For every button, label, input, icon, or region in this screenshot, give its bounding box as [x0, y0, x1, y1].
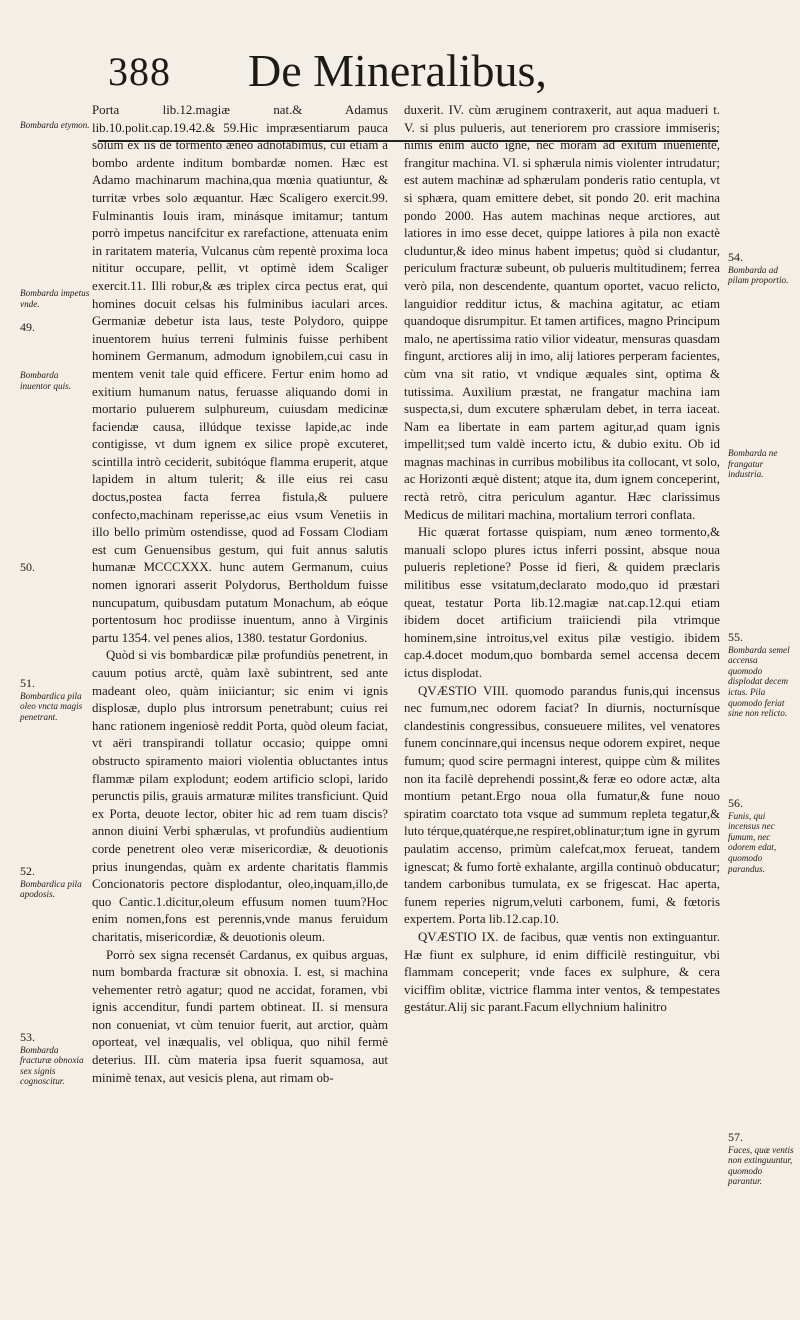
running-title: De Mineralibus,	[248, 45, 547, 96]
margin-number: 56.	[728, 796, 743, 810]
paragraph: Porrò sex signa recensét Cardanus, ex quibus arguas, num bombarda fracturæ sit obnoxia. I. est, si machina vehementer retrò agatur; quod ne accidat, foramen, vbi ignis accenditur, fundi partem obtineat. II. si mensura non conueniat, vt cùm tenuior fuerit, aut arctior, quàm oporteat, vel inæqualis, vel obliqua, quo nihil fermè deterius. III. cùm materia ipsa fuerit squamosa, aut minimè tenax, aut vesicis plena, aut rimam ob-	[92, 947, 388, 1085]
margin-note	[20, 368, 90, 391]
margin-note	[20, 678, 90, 722]
margin-note	[728, 632, 794, 719]
margin-number: 57.	[728, 1130, 743, 1144]
page-number: 388	[108, 49, 171, 94]
paragraph: duxerit. IV. cùm æruginem contraxerit, aut aqua madueri t. V. si plus pulueris, aut teneriorem pro crassiore immiseris; nimis enim aucto igne, nec moram ad exitum inuenienté, frangitur machina. VI. si sphærula nimis violenter intrudatur; est autem machinæ ad sphærulam ponderis ratio centupla, vt si sphæra, quam emittere debet, sit pondo 20. erit machina pondo 2000. Has autem machinas neque arctiores, aut latiores in imo esse decet, quippe latiores à pila non exactè cluduntur,& ideo minus habent impetus; quòd si cludantur, periculum fracturæ subeunt, ob pulueris multitudinem; ferrea verò pila, non descendente, quantum oportet, vacuo relicto, languidior redditur ictus, & machina agitatur, ac etiam quandoque disrumpitur. Et tamen artifices, magno Principum malo, ne apertissima ratio vilior videatur, mensuras quasdam fingunt, arctiores alij in imo, alij latiores perperam facientes, cùm vna sit ratio, vt vndique æquales sint, optima & tutissima. Auxilium præstat, ne frangatur machina iam suspecta,si, dum excutere sphærulam debet, in terra iaceat. Nam ea libertate in eam partem agitur,ad quam ignis impellit;sed tum valdè incerto ictu, & dubio exitu. Ob id magnas machinas in curribus mobilibus ita collocant, vt solo, ac Horizonti æquè distent; atque ita, dum ignem conceperint, rectà retrò, citra periculum agantur. Hæc clarissimus Medicus de militari machina, mortalium terrori conflata.	[404, 103, 720, 522]
margin-number: 55.	[728, 630, 743, 644]
margin-number: 54.	[728, 250, 743, 264]
margin-number: 51.	[20, 676, 35, 690]
margin-note-text: Bombarda etymon.	[20, 120, 90, 130]
margin-note-text: Bombarda fracturæ obnoxia sex signis cognoscitur.	[20, 1044, 84, 1087]
margin-note-text: Bombardica pila oleo vncta magis penetrant.	[20, 690, 83, 722]
margin-note-text: Bombarda ad pilam proportio.	[728, 264, 789, 286]
paragraph: QVÆSTIO VIII. quomodo parandus funis,qui incensus nec fumum,nec odorem faciat? In diurnis, nocturnísque clandestinis congressibus, consueuere milites, vel venatores funem concinnare,qui incensus neque odorem expiret, neque fumum; quod scire permagni interest, quippe cùm & milites non ita facilè deprehendi possint,& feræ eo odore actæ, alta montium petant.Ergo noua olla fumatur,& fune nouo spiratim coarctato tota vsque ad summum repleta tegatur,& luto térque,quatérque,ne respiret,oblinatur;tum igne in gyrum paulatim accenso, primùm calefcat,mox ferueat, tandem ignescat; & fumo fortè exhalante, argilla continuò obducatur; tandem carbonibus tumulata, ex se frigescat. Hac aperta, funem reperies nigrum,veluti carbonem, fumi, & fœtoris expertem. Porta lib.12.cap.10.	[404, 683, 720, 927]
margin-number: 50.	[20, 560, 35, 574]
margin-note	[728, 798, 794, 874]
paragraph: QVÆSTIO IX. de facibus, quæ ventis non extinguantur. Hæ fiunt ex sulphure, id enim difficilè restinguitur, vbi flammam conceperit; vnde faces ex sulphure, & cera viciffim oblitæ, victrice flamma inter ventos, & tempestates gestátur.Alij sic parant.Facum ellychnium halinitro	[404, 929, 720, 1015]
margin-number: 52.	[20, 864, 35, 878]
paragraph: Porta lib.12.magiæ nat.& Adamus lib.10.polit.cap.19.42.& 59.Hic impræsentiarum pauca solum ex iis de tormento æneo adnotabimus, cui etiam à bombo ardente inditum bombardæ nomen. Hæc est Adamo machinarum machina,qua mœnia quatiuntur, & turritæ vrbes solo æquantur. Hæc Scaligero exercit.99. Fulminantis Iouis iram, minásque imitamur; tantum porrò impetus nancifcitur ex rarefactione, attenuata enim in raritatem materia, Vulcanus cùm repentè proxima loca nititur occupare, pellit, vt optimè idem Scaliger exercit.11. Illi robur,& æs triplex circa pectus erat, qui homines docuit celsas his fulminibus iaculari arces. Germaniæ debetur ista laus, teste Polydoro, quippe inuentorem huius terreni fulminis fuisse perhibent hominem Germanum, admodum ignobilem,cui casu in mentem venit tale quid efficere. Fertur enim homo ad exitium humanum natus, feruasse aliquando domi in mortario puluerem sulphureum, cuiusdam medicinæ faciendæ causa, illúdque texisse lapide,ac inde contigisse, vt dum ignem ex silice propè excuteret, scintilla intrò ceciderit, subitóque flamma eruperit, atque lapidem in altum tulerit; & ille eius rei casu doctus,postea facta ferrea fistula,& puluere confecto,machinam reperisse,ac eius vsum Venetiis in illo bello primùm ostendisse, quod ad Fossam Clodiam est cum Genuensibus gestum, qui fuit annus salutis humanæ MCCCXXX. hunc autem Germanum, cuius nomen ignorari asserit Polydorus, Bertholdum fuisse nuncupatum, quibusdam putatum Monachum, ab eóque portentosum hoc prodiisse inuentum, anno à Virginis partu 1354. vel penes alios, 1380. testatur Gordonius.	[92, 103, 388, 645]
margin-note	[20, 118, 90, 131]
paragraph: Quòd si vis bombardicæ pilæ profundiùs penetrent, in cauum potius arctè, quàm laxè subintrent, sed ante madeant oleo, quàm iniiciantur; sic enim vi ignis displosæ, duplo plus introrsum penetrabunt; cuius rei hanc rationem ingeniosè reddit Porta, quòd oleum faciat, vt aëri transpirandi tollatur occasio; quippe omni obstructo spiramento maiori violentia obluctantes intus flammæ pilam explodunt; eodem artificio sclopi, larido perunctis pilis, grauis armaturæ milites transficiunt. Quid ex Porta, deuote lector, obiter hic ad rem tuam discis? annon diuini Verbi sphærulas, vt profundiùs audientium corde penetrent oleo veræ misericordiæ, & deuotionis prius inungendas, quàm ex ardente charitatis flammis Concionatoris pectore displodantur, oleo,inquam,illo,de quo Cantic.1.dicitur,oleum effusum nomen tuum?Hoc enim nomen,fons est perennis,vnde manus feruidum charitatis, misericordiæ, & deuotionis oleum.	[92, 648, 388, 944]
page-header	[0, 44, 800, 104]
margin-note-text: Bombarda inuentor quis.	[20, 370, 72, 391]
right-text-column	[404, 102, 720, 1017]
margin-note	[20, 866, 90, 900]
margin-note-text: Bombardica pila apodosis.	[20, 878, 82, 900]
margin-note	[20, 286, 90, 309]
margin-note-text: Faces, quæ ventis non extinguuntur, quomodo parantur.	[728, 1144, 794, 1187]
margin-note	[728, 446, 794, 480]
margin-note-text: Bombarda impetus vnde.	[20, 288, 90, 309]
margin-note-text: Funis, qui incensus nec fumum, nec odorem edat, quomodo parandus.	[728, 810, 777, 874]
margin-note-text: Bombarda ne frangatur industria.	[728, 448, 778, 480]
margin-note	[728, 1132, 794, 1187]
margin-note	[728, 252, 794, 286]
paragraph: Hic quærat fortasse quispiam, num æneo tormento,& manuali sclopo plures ictus inferri possint, absque noua pulueris repletione? Posse id fieri, & quidem præclaris militibus esse vsitatum,declarato modo,quo id præstari queat, testatur Porta lib.12.magiæ nat.cap.12.qui etiam ibidem docet artificium traiiciendi pila vtrimque hominem,sine introitus,vel exitus pilæ vestigio. ibidem cap.4.docet modum,quo bombarda semel accensa decem ictus displodat.	[404, 525, 720, 680]
margin-note-text: Bombarda semel accensa quomodo displodat decem ictus. Pila quomodo feriat sine non relicto.	[728, 644, 790, 719]
margin-note	[20, 562, 90, 575]
left-text-column	[92, 102, 388, 1087]
margin-number: 53.	[20, 1030, 35, 1044]
margin-number: 49.	[20, 320, 35, 334]
margin-note	[20, 322, 90, 335]
margin-note	[20, 1032, 90, 1087]
